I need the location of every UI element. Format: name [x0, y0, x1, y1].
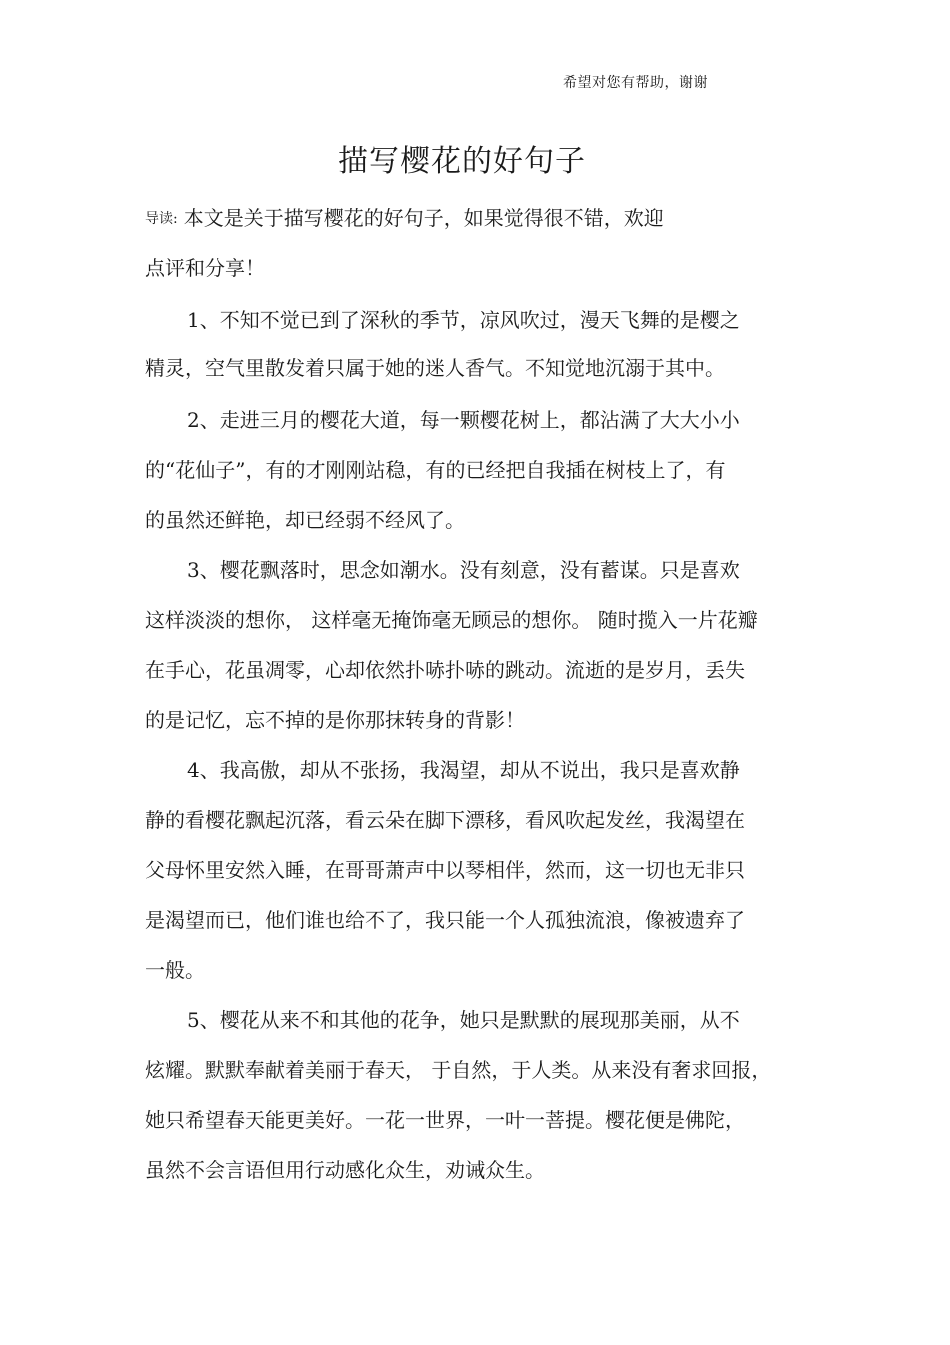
intro-text: 本文是关于描写樱花的好句子，如果觉得很不错，欢迎	[183, 206, 664, 230]
paragraph-2-line-2: 的“花仙子”，有的才刚刚站稳，有的已经把自我插在树枝上了，有	[145, 458, 726, 482]
paragraph-5-line-3: 她只希望春天能更美好。一花一世界，一叶一菩提。樱花便是佛陀，	[145, 1108, 745, 1132]
intro-line-2: 点评和分享！	[145, 256, 265, 280]
paragraph-5-line-2: 炫耀。默默奉献着美丽于春天， 于自然，于人类。从来没有奢求回报，	[145, 1058, 772, 1082]
paragraph-3-line-3: 在手心，花虽凋零，心却依然扑哧扑哧的跳动。流逝的是岁月，丢失	[145, 658, 745, 682]
intro-line-1	[145, 203, 664, 234]
paragraph-4-line-4: 是渴望而已，他们谁也给不了，我只能一个人孤独流浪，像被遗弃了	[145, 908, 745, 932]
paragraph-4-line-2: 静的看樱花飘起沉落，看云朵在脚下漂移，看风吹起发丝，我渴望在	[145, 808, 745, 832]
paragraph-3-line-2: 这样淡淡的想你， 这样毫无掩饰毫无顾忌的想你。 随时揽入一片花瓣	[145, 608, 758, 632]
header-note: 希望对您有帮助，谢谢	[563, 75, 708, 91]
paragraph-2-line-1: 2、走进三月的樱花大道，每一颗樱花树上，都沾满了大大小小	[187, 408, 740, 432]
intro-label: 导读:	[145, 211, 178, 227]
paragraph-5-line-1: 5、樱花从来不和其他的花争，她只是默默的展现那美丽，从不	[187, 1008, 740, 1032]
document-title: 描写樱花的好句子	[338, 144, 586, 179]
paragraph-1-line-2: 精灵，空气里散发着只属于她的迷人香气。不知觉地沉溺于其中。	[145, 356, 725, 380]
paragraph-5-line-4: 虽然不会言语但用行动感化众生，劝诫众生。	[145, 1158, 545, 1182]
paragraph-4-line-1: 4、我高傲，却从不张扬，我渴望，却从不说出，我只是喜欢静	[187, 758, 740, 782]
paragraph-3-line-4: 的是记忆，忘不掉的是你那抹转身的背影！	[145, 708, 525, 732]
paragraph-4-line-3: 父母怀里安然入睡，在哥哥萧声中以琴相伴，然而，这一切也无非只	[145, 858, 745, 882]
paragraph-2-line-3: 的虽然还鲜艳，却已经弱不经风了。	[145, 508, 465, 532]
paragraph-4-line-5: 一般。	[145, 958, 205, 982]
paragraph-1-line-1: 1、不知不觉已到了深秋的季节，凉风吹过，漫天飞舞的是樱之	[187, 308, 740, 332]
paragraph-3-line-1: 3、樱花飘落时，思念如潮水。没有刻意，没有蓄谋。只是喜欢	[187, 558, 740, 582]
